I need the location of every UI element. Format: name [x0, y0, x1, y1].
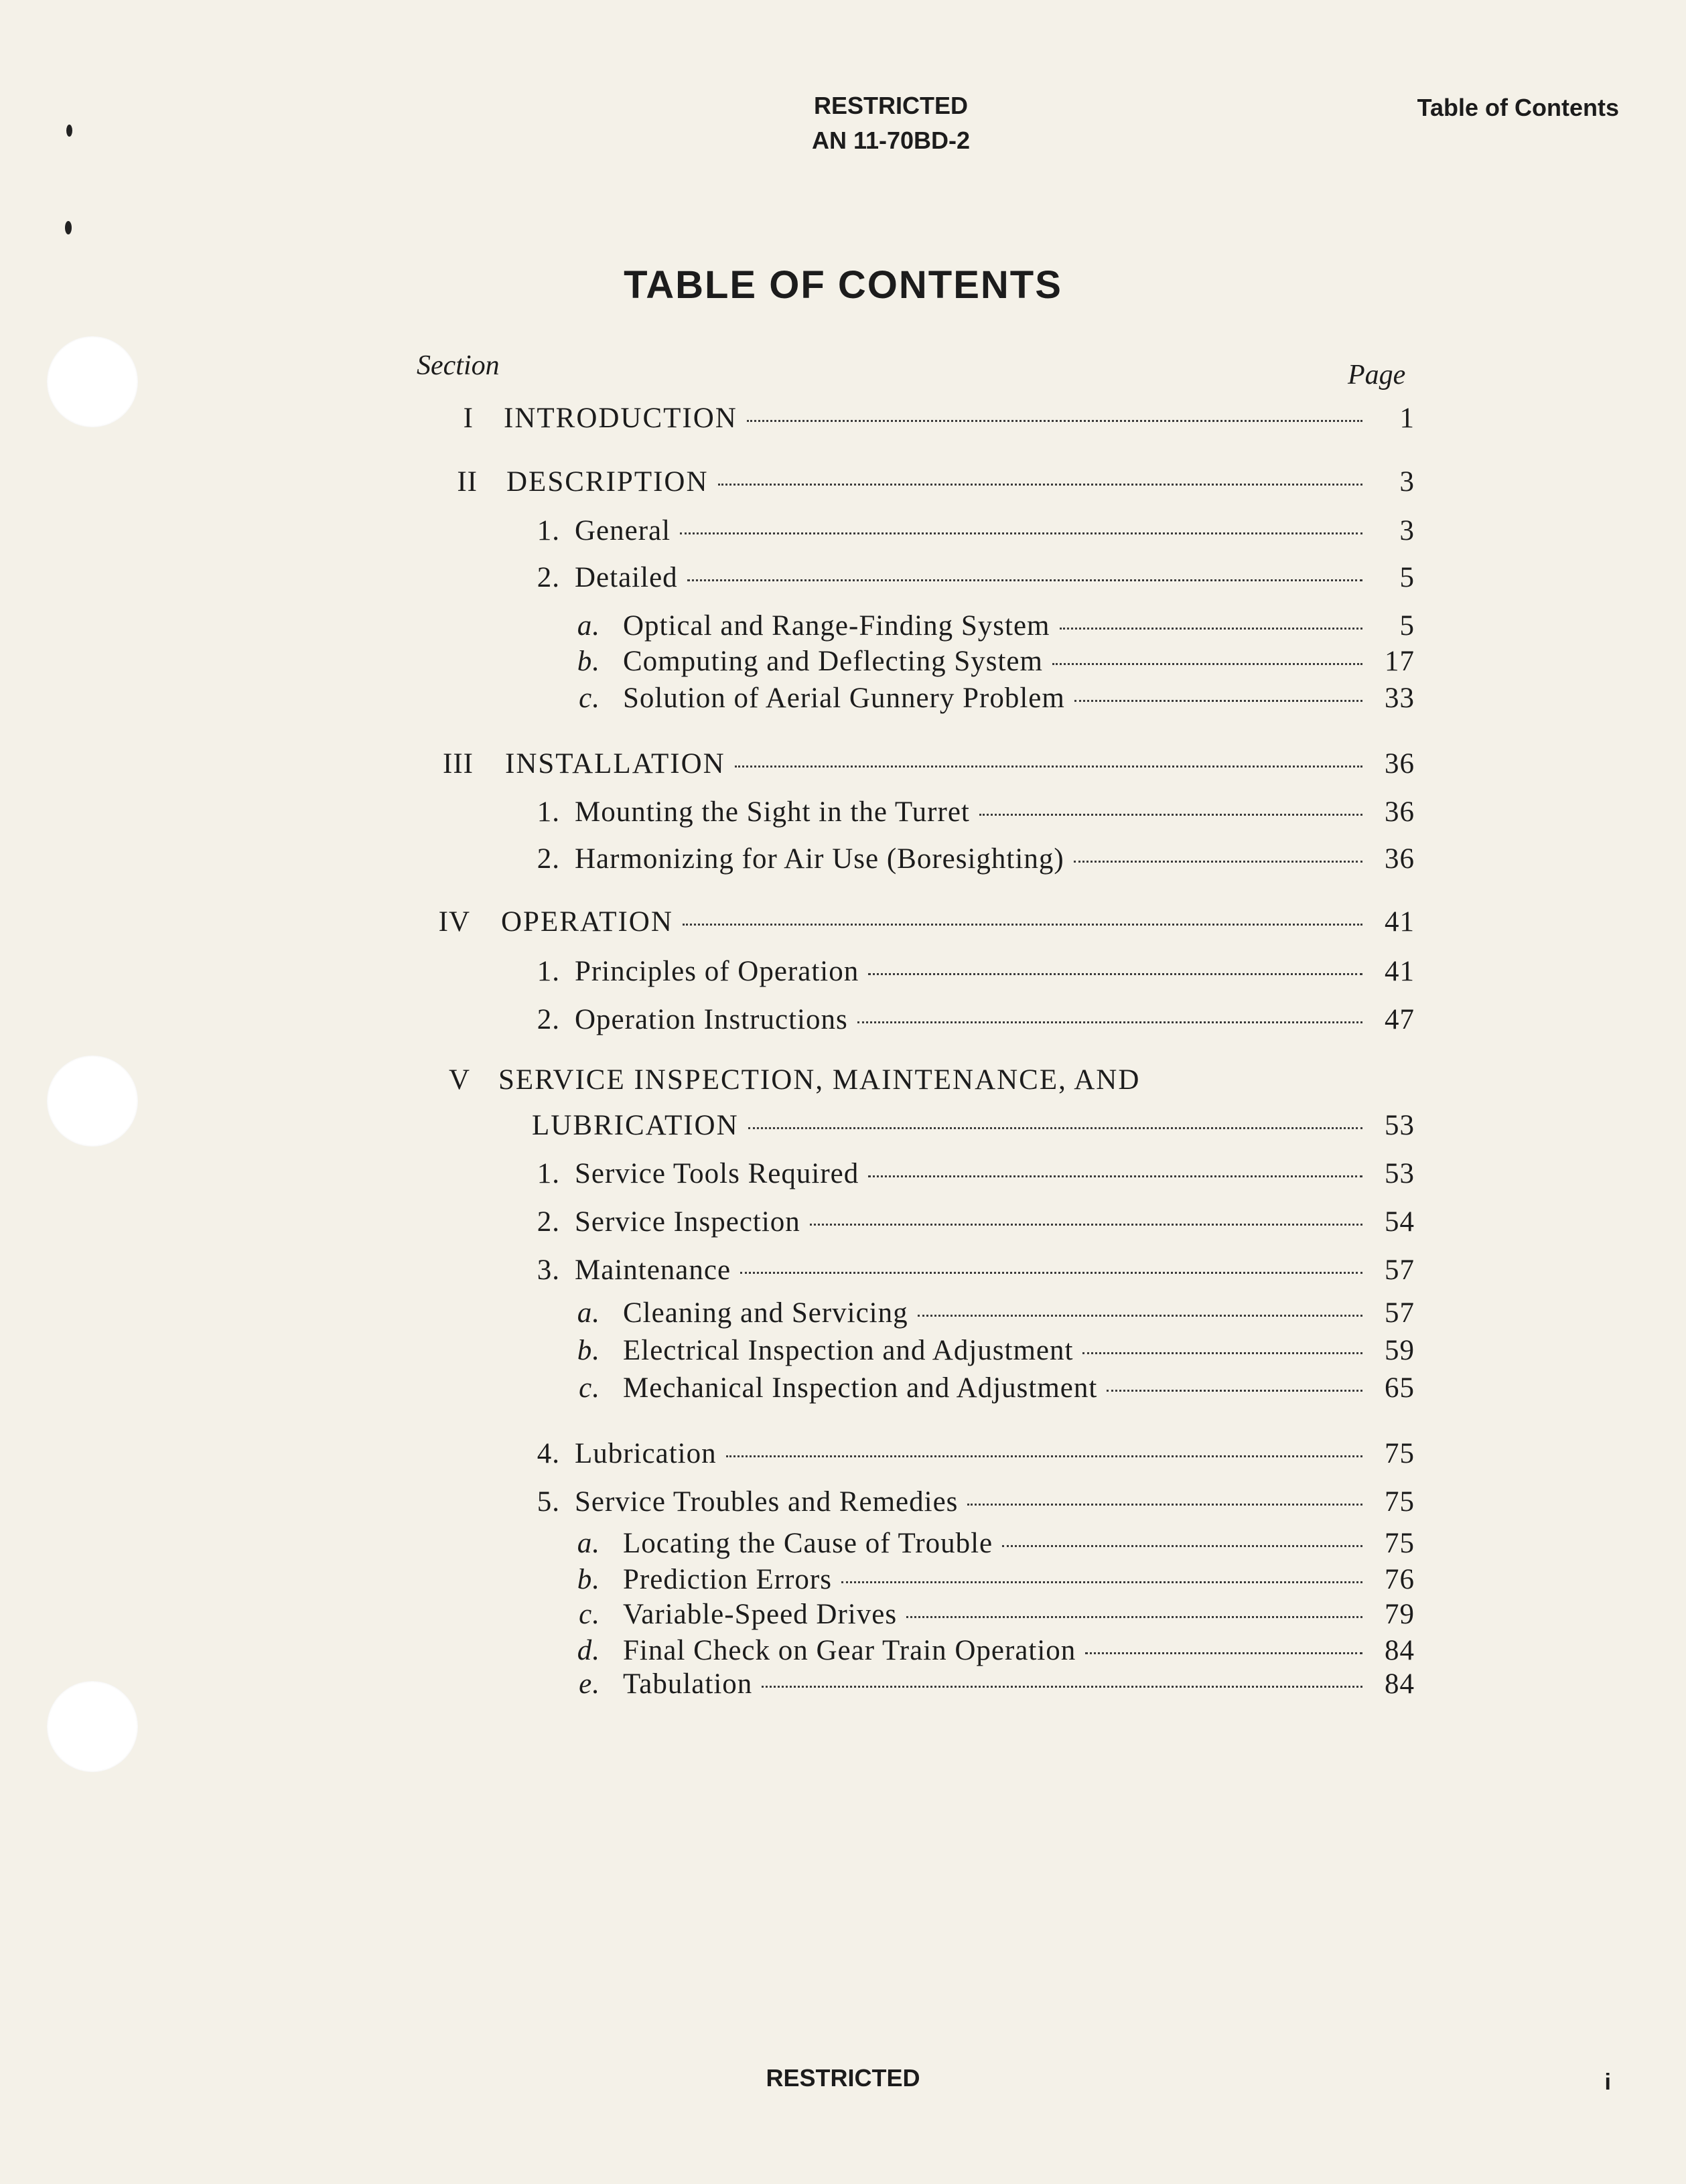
- subitem-letter: a.: [577, 1297, 600, 1329]
- subitem-letter: b.: [577, 1564, 600, 1595]
- page-number-ref: 36: [1385, 843, 1415, 875]
- page-number-ref: 41: [1385, 956, 1415, 987]
- page-number-ref: 1: [1399, 403, 1415, 434]
- item-title: Service Inspection: [575, 1206, 800, 1238]
- page-number-ref: 53: [1385, 1158, 1415, 1189]
- item-number: 2.: [537, 562, 560, 593]
- dot-leader: [735, 766, 1362, 768]
- toc-item-row: [526, 1254, 1415, 1287]
- toc-item-row: [526, 796, 1415, 828]
- item-title: Principles of Operation: [575, 956, 859, 987]
- toc-subitem-row: [573, 609, 1415, 642]
- toc-subitem-row: [573, 682, 1415, 715]
- page-title: TABLE OF CONTENTS: [624, 263, 1062, 307]
- dot-leader: [1060, 628, 1362, 630]
- item-title: General: [575, 515, 671, 547]
- page-number-ref: 41: [1385, 906, 1415, 938]
- section-title: DESCRIPTION: [506, 466, 709, 498]
- section-title: INSTALLATION: [505, 748, 725, 780]
- toc-subitem-row: [573, 1527, 1415, 1560]
- subitem-title: Variable-Speed Drives: [623, 1599, 898, 1630]
- dot-leader: [762, 1686, 1362, 1688]
- page-number-ref: 53: [1385, 1110, 1415, 1141]
- toc-section-row: [420, 402, 1415, 435]
- toc-subitem-row: [573, 1372, 1415, 1404]
- toc-item-row: [526, 514, 1415, 547]
- item-title: Harmonizing for Air Use (Boresighting): [575, 843, 1064, 875]
- dot-leader: [740, 1272, 1362, 1274]
- page-column-label: Page: [1348, 360, 1406, 390]
- toc-section-row: [420, 747, 1415, 780]
- page-number: i: [1604, 2069, 1611, 2095]
- toc-subitem-row: [573, 1598, 1415, 1631]
- page-number-ref: 57: [1385, 1297, 1415, 1329]
- section-title: SERVICE INSPECTION, MAINTENANCE, AND: [498, 1064, 1141, 1096]
- dot-leader: [918, 1315, 1362, 1317]
- dot-leader: [841, 1581, 1362, 1583]
- item-title: Service Tools Required: [575, 1158, 859, 1189]
- subitem-title: Locating the Cause of Trouble: [623, 1528, 993, 1559]
- dot-leader: [1074, 861, 1362, 863]
- dot-leader: [906, 1616, 1362, 1618]
- footer-classification: RESTRICTED: [766, 2064, 920, 2092]
- section-title: OPERATION: [501, 906, 673, 938]
- toc-item-row: [526, 1437, 1415, 1470]
- toc-item-row: [526, 955, 1415, 988]
- page-number-ref: 3: [1399, 515, 1415, 547]
- item-number: 5.: [537, 1486, 560, 1518]
- page-number-ref: 76: [1385, 1564, 1415, 1595]
- subitem-title: Electrical Inspection and Adjustment: [623, 1335, 1074, 1366]
- toc-section-row: [417, 905, 1415, 938]
- toc-subitem-row: [573, 1297, 1415, 1329]
- subitem-title: Cleaning and Servicing: [623, 1297, 908, 1329]
- header-section-label: Table of Contents: [1417, 94, 1619, 121]
- item-number: 2.: [537, 1206, 560, 1238]
- subitem-letter: c.: [579, 1599, 600, 1630]
- toc-item-row: [526, 1003, 1415, 1036]
- toc-item-row: [526, 1206, 1415, 1238]
- item-number: 4.: [537, 1438, 560, 1469]
- subitem-title: Tabulation: [623, 1668, 753, 1700]
- page-number-ref: 36: [1385, 748, 1415, 780]
- section-numeral: IV: [438, 906, 470, 938]
- header-doc-number: AN 11-70BD-2: [811, 127, 971, 154]
- dot-leader: [1082, 1352, 1362, 1354]
- page-number-ref: 75: [1385, 1528, 1415, 1559]
- subitem-letter: b.: [577, 1335, 600, 1366]
- toc-item-row: [526, 1157, 1415, 1190]
- page-number-ref: 3: [1399, 466, 1415, 498]
- subitem-title: Computing and Deflecting System: [623, 646, 1043, 677]
- section-numeral: V: [448, 1064, 470, 1096]
- toc-item-row: [526, 843, 1415, 875]
- dot-leader: [1107, 1390, 1362, 1392]
- dot-leader: [687, 579, 1362, 581]
- section-numeral: II: [457, 466, 478, 498]
- page-number-ref: 54: [1385, 1206, 1415, 1238]
- page-number-ref: 33: [1385, 682, 1415, 714]
- dot-leader: [748, 1127, 1362, 1129]
- toc-subitem-row: [573, 645, 1415, 678]
- toc-subitem-row: [573, 1563, 1415, 1596]
- dot-leader: [726, 1455, 1362, 1457]
- item-number: 1.: [537, 1158, 560, 1189]
- toc-section-row: [424, 465, 1415, 498]
- page-number-ref: 36: [1385, 796, 1415, 828]
- page-number-ref: 59: [1385, 1335, 1415, 1366]
- dot-leader: [1052, 663, 1362, 665]
- item-number: 2.: [537, 1004, 560, 1035]
- section-column-label: Section: [417, 350, 500, 381]
- page-number-ref: 57: [1385, 1254, 1415, 1286]
- page-number-ref: 79: [1385, 1599, 1415, 1630]
- dot-leader: [683, 924, 1362, 926]
- item-number: 3.: [537, 1254, 560, 1286]
- toc-item-row: [526, 1485, 1415, 1518]
- page-number-ref: 17: [1385, 646, 1415, 677]
- section-numeral: III: [443, 748, 474, 780]
- section-numeral: I: [463, 403, 474, 434]
- page-number-ref: 75: [1385, 1438, 1415, 1469]
- dot-leader: [1074, 700, 1362, 702]
- header-classification: RESTRICTED: [813, 92, 968, 119]
- page-number-ref: 47: [1385, 1004, 1415, 1035]
- page-number-ref: 65: [1385, 1372, 1415, 1404]
- dot-leader: [1085, 1652, 1362, 1654]
- page-number-ref: 84: [1385, 1635, 1415, 1666]
- page-number-ref: 5: [1399, 562, 1415, 593]
- subitem-title: Solution of Aerial Gunnery Problem: [623, 682, 1065, 714]
- item-number: 2.: [537, 843, 560, 875]
- subitem-letter: c.: [579, 1372, 600, 1404]
- dot-leader: [868, 973, 1362, 975]
- page-number-ref: 84: [1385, 1668, 1415, 1700]
- dot-leader: [857, 1021, 1362, 1023]
- subitem-letter: a.: [577, 1528, 600, 1559]
- section-title: INTRODUCTION: [504, 403, 737, 434]
- dot-leader: [1002, 1545, 1362, 1547]
- item-title: Mounting the Sight in the Turret: [575, 796, 970, 828]
- toc-item-row: [526, 561, 1415, 594]
- dot-leader: [718, 484, 1362, 486]
- dot-leader: [747, 420, 1362, 422]
- subitem-letter: e.: [579, 1668, 600, 1700]
- page-number-ref: 5: [1399, 610, 1415, 642]
- subitem-letter: c.: [579, 682, 600, 714]
- item-title: Maintenance: [575, 1254, 731, 1286]
- toc-section-row-continued: [532, 1109, 1415, 1142]
- item-number: 1.: [537, 956, 560, 987]
- item-number: 1.: [537, 796, 560, 828]
- item-title: Lubrication: [575, 1438, 717, 1469]
- toc-subitem-row: [573, 1334, 1415, 1367]
- subitem-letter: a.: [577, 610, 600, 642]
- toc-subitem-row: [573, 1634, 1415, 1667]
- item-number: 1.: [537, 515, 560, 547]
- toc-subitem-row: [573, 1668, 1415, 1700]
- section-title-continued: LUBRICATION: [532, 1110, 739, 1141]
- item-title: Service Troubles and Remedies: [575, 1486, 959, 1518]
- dot-leader: [979, 814, 1362, 816]
- page-number-ref: 75: [1385, 1486, 1415, 1518]
- subitem-letter: d.: [577, 1635, 600, 1666]
- dot-leader: [967, 1504, 1362, 1506]
- item-title: Detailed: [575, 562, 678, 593]
- subitem-letter: b.: [577, 646, 600, 677]
- item-title: Operation Instructions: [575, 1004, 848, 1035]
- subitem-title: Final Check on Gear Train Operation: [623, 1635, 1076, 1666]
- dot-leader: [810, 1224, 1362, 1226]
- subitem-title: Mechanical Inspection and Adjustment: [623, 1372, 1098, 1404]
- toc-section-row: [417, 1064, 1140, 1096]
- subitem-title: Optical and Range-Finding System: [623, 610, 1050, 642]
- dot-leader: [868, 1175, 1362, 1177]
- subitem-title: Prediction Errors: [623, 1564, 832, 1595]
- dot-leader: [680, 532, 1362, 534]
